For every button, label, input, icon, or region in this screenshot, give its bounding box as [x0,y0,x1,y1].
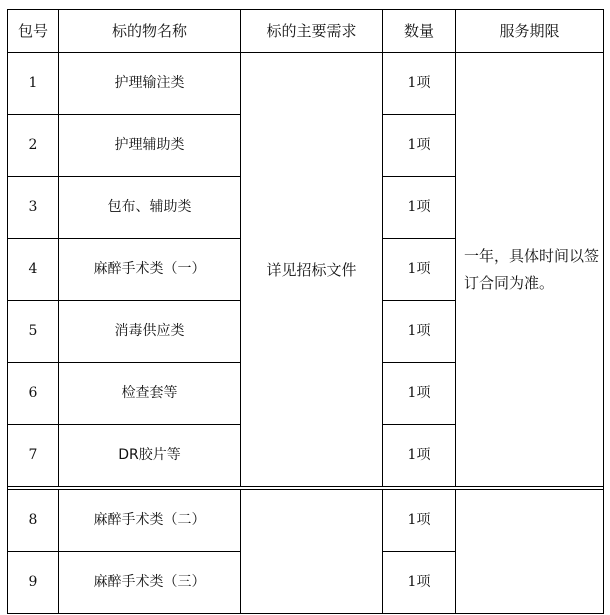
quantity-cell: 1项 [383,425,456,487]
package-no-cell: 8 [8,490,59,552]
quantity-cell: 1项 [383,301,456,363]
header-requirement: 标的主要需求 [241,10,383,53]
item-name-cell: 麻醉手术类（三） [59,552,241,614]
header-service-period: 服务期限 [456,10,604,53]
package-no-cell: 2 [8,115,59,177]
package-no-cell: 7 [8,425,59,487]
item-name-cell: 检查套等 [59,363,241,425]
package-no-cell: 6 [8,363,59,425]
item-name-cell: 护理辅助类 [59,115,241,177]
quantity-cell: 1项 [383,177,456,239]
quantity-cell: 1项 [383,552,456,614]
procurement-table [7,9,604,614]
header-item-name: 标的物名称 [59,10,241,53]
service-period-cell: 一年，具体时间以签订合同为准。 [456,53,604,487]
item-name-cell: 麻醉手术类（一） [59,239,241,301]
item-name-cell: 护理输注类 [59,53,241,115]
header-quantity: 数量 [383,10,456,53]
header-package-no: 包号 [8,10,59,53]
package-no-cell: 4 [8,239,59,301]
table-header-row [8,10,604,53]
quantity-cell: 1项 [383,239,456,301]
requirement-cell: 详见招标文件 [241,53,383,487]
item-name-cell: 包布、辅助类 [59,177,241,239]
package-no-cell: 5 [8,301,59,363]
quantity-cell: 1项 [383,490,456,552]
item-name-cell: 消毒供应类 [59,301,241,363]
item-name-cell: DR胶片等 [59,425,241,487]
table-row [8,53,604,115]
document-page [7,9,603,609]
quantity-cell: 1项 [383,363,456,425]
package-no-cell: 1 [8,53,59,115]
package-no-cell: 9 [8,552,59,614]
service-period-cell-empty [456,490,604,614]
quantity-cell: 1项 [383,115,456,177]
item-name-cell: 麻醉手术类（二） [59,490,241,552]
table-row [8,490,604,552]
requirement-cell-empty [241,490,383,614]
package-no-cell: 3 [8,177,59,239]
quantity-cell: 1项 [383,53,456,115]
